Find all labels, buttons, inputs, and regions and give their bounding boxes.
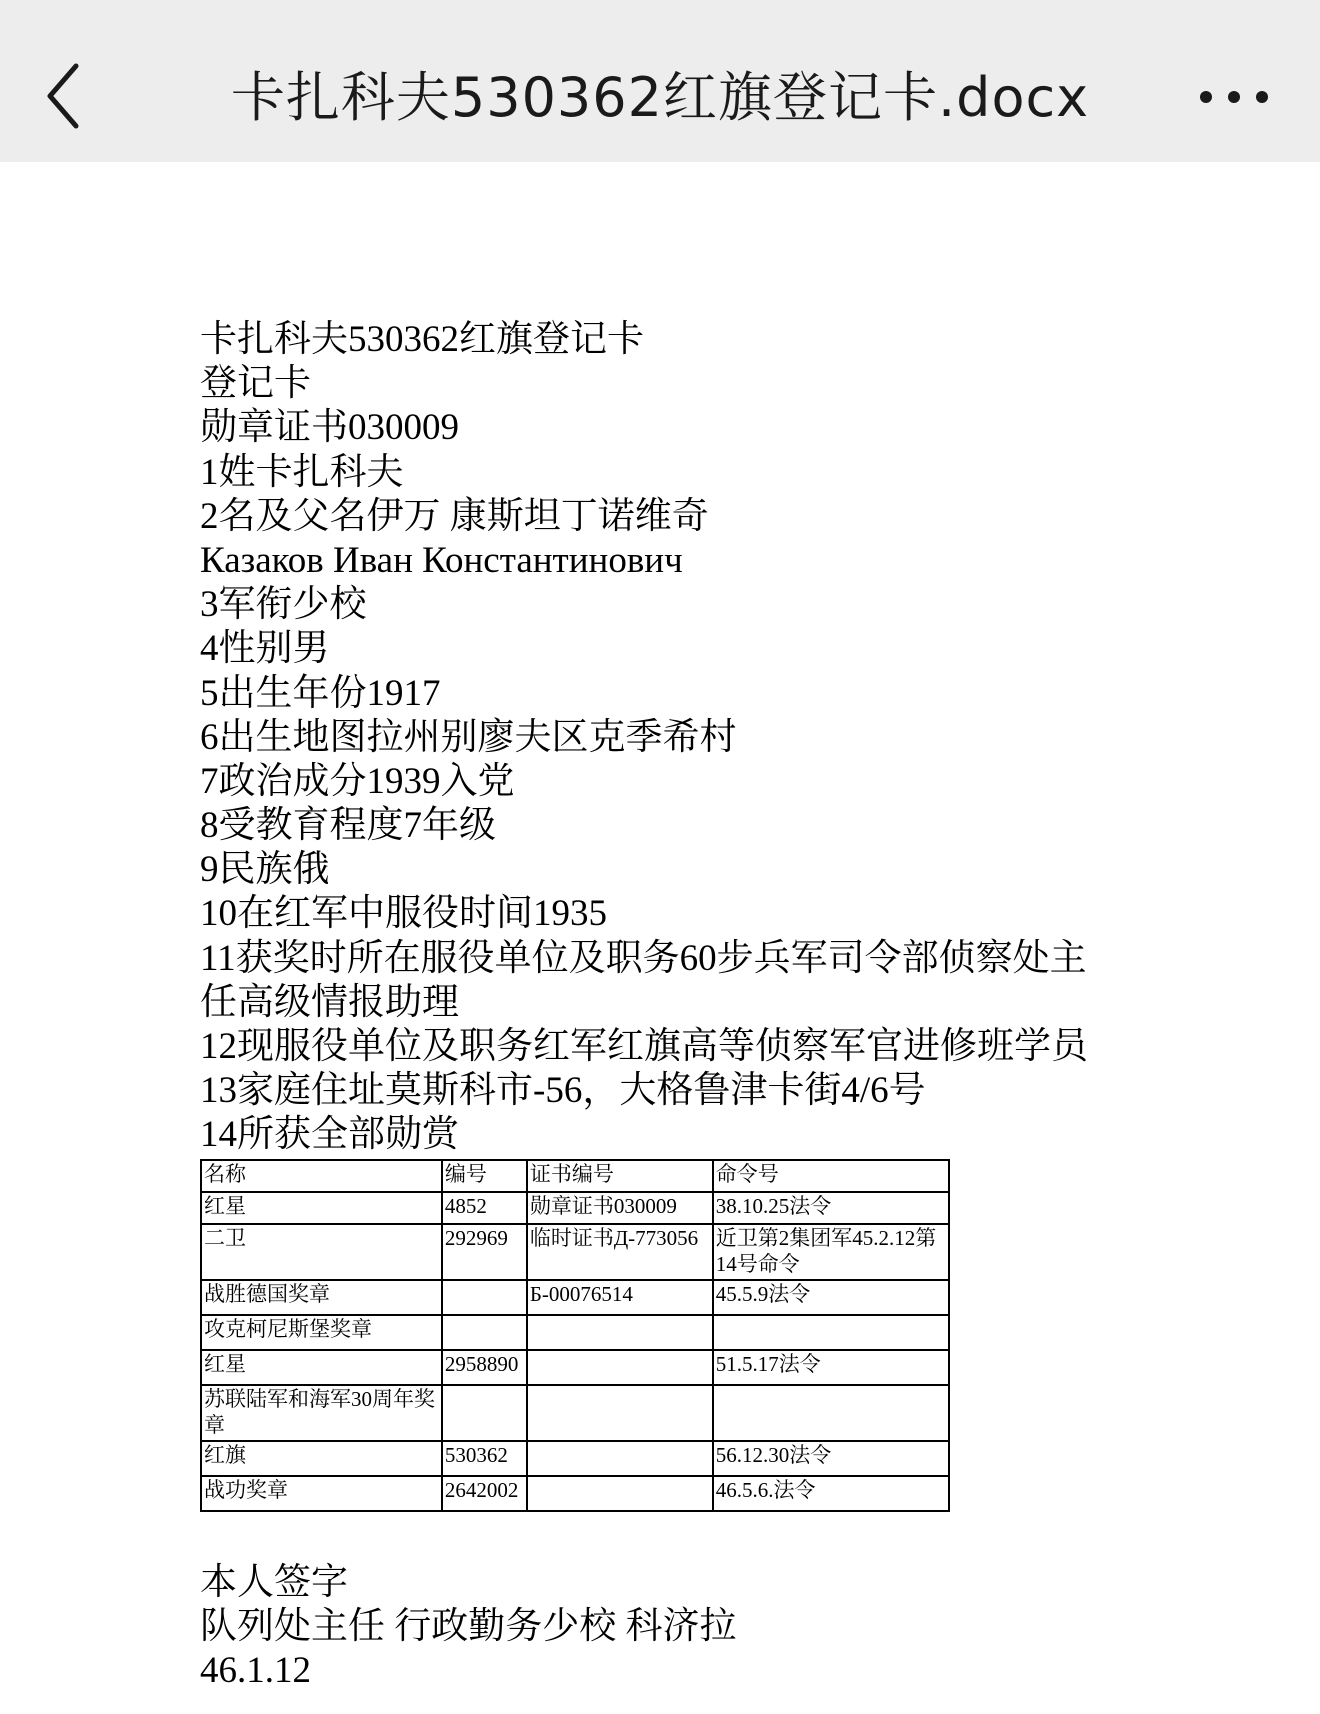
awards-table (200, 1159, 950, 1512)
doc-line-unit-at-award: 11获奖时所在服役单位及职务60步兵军司令部侦察处主 (200, 937, 1087, 979)
table-cell (527, 1315, 713, 1350)
doc-line-certificate: 勋章证书030009 (200, 407, 459, 449)
more-options-button[interactable] (1196, 80, 1272, 114)
table-header-cell: 名称 (201, 1160, 442, 1192)
table-cell (442, 1280, 527, 1315)
doc-line-current-unit: 12现服役单位及职务红军红旗高等侦察军官进修班学员 (200, 1026, 1088, 1067)
chevron-left-icon (38, 56, 94, 136)
doc-line-service-start: 10在红军中服役时间1935 (200, 893, 607, 935)
doc-line-education: 8受教育程度7年级 (200, 805, 496, 847)
doc-line-gender: 4性别男 (200, 628, 330, 670)
table-cell: 攻克柯尼斯堡奖章 (201, 1315, 442, 1350)
table-cell: 战功奖章 (201, 1476, 442, 1511)
table-cell: 56.12.30法令 (713, 1441, 949, 1476)
table-cell: 2958890 (442, 1350, 527, 1385)
table-cell (527, 1441, 713, 1476)
table-cell: 45.5.9法令 (713, 1280, 949, 1315)
doc-line-party: 7政治成分1939入党 (200, 760, 515, 802)
more-dots-icon (1196, 101, 1272, 118)
doc-line-russian-name: Казаков Иван Константинович (200, 539, 683, 581)
table-cell: 46.5.6.法令 (713, 1476, 949, 1511)
table-cell (527, 1385, 713, 1441)
table-header-cell: 编号 (442, 1160, 527, 1192)
table-cell (713, 1315, 949, 1350)
table-cell: 红旗 (201, 1441, 442, 1476)
table-cell: 51.5.17法令 (713, 1350, 949, 1385)
signature-label: 本人签字 (200, 1561, 348, 1603)
table-cell: 战胜德国奖章 (201, 1280, 442, 1315)
table-cell: 红星 (201, 1350, 442, 1385)
table-row (201, 1350, 949, 1385)
table-cell: 二卫 (201, 1224, 442, 1280)
table-cell: 292969 (442, 1224, 527, 1280)
table-cell: 苏联陆军和海军30周年奖章 (201, 1385, 442, 1441)
table-cell (713, 1385, 949, 1441)
table-cell: 530362 (442, 1441, 527, 1476)
document-body (200, 318, 1200, 1693)
doc-line-address: 13家庭住址莫斯科市-56，大格鲁津卡街4/6号 (200, 1070, 926, 1112)
table-header-cell: 证书编号 (527, 1160, 713, 1192)
table-row (201, 1315, 949, 1350)
doc-line-awards-heading: 14所获全部勋赏 (200, 1114, 459, 1156)
table-header-row (201, 1160, 949, 1192)
table-cell (527, 1350, 713, 1385)
table-cell: Б-00076514 (527, 1280, 713, 1315)
table-cell: 临时证书Д-773056 (527, 1224, 713, 1280)
table-cell: 近卫第2集团军45.2.12第14号命令 (713, 1224, 949, 1280)
doc-line-unit-at-award-cont: 任高级情报助理 (200, 981, 459, 1023)
doc-line-rank: 3军衔少校 (200, 584, 367, 626)
document-title: 卡扎科夫530362红旗登记卡.docx (230, 66, 1090, 129)
table-row (201, 1441, 949, 1476)
table-row (201, 1224, 949, 1280)
doc-subheading: 登记卡 (200, 363, 311, 405)
table-cell: 勋章证书030009 (527, 1192, 713, 1224)
signature-block (200, 1561, 1200, 1694)
table-cell: 红星 (201, 1192, 442, 1224)
table-cell: 4852 (442, 1192, 527, 1224)
doc-line-birthplace: 6出生地图拉州别廖夫区克季希村 (200, 716, 737, 758)
doc-line-ethnicity: 9民族俄 (200, 849, 330, 891)
top-bar (0, 0, 1320, 162)
table-cell: 2642002 (442, 1476, 527, 1511)
doc-line-name: 2名及父名伊万 康斯坦丁诺维奇 (200, 495, 709, 537)
table-row (201, 1476, 949, 1511)
table-row (201, 1192, 949, 1224)
table-cell (442, 1385, 527, 1441)
signature-officer: 队列处主任 行政勤务少校 科济拉 (200, 1605, 737, 1647)
table-header-cell: 命令号 (713, 1160, 949, 1192)
doc-line-surname: 1姓卡扎科夫 (200, 451, 404, 493)
doc-heading: 卡扎科夫530362红旗登记卡 (200, 319, 644, 360)
table-cell (527, 1476, 713, 1511)
doc-line-birth-year: 5出生年份1917 (200, 672, 441, 714)
back-button[interactable] (38, 56, 94, 136)
table-cell (442, 1315, 527, 1350)
table-cell: 38.10.25法令 (713, 1192, 949, 1224)
table-row (201, 1385, 949, 1441)
table-row (201, 1280, 949, 1315)
signature-date: 46.1.12 (200, 1649, 311, 1691)
